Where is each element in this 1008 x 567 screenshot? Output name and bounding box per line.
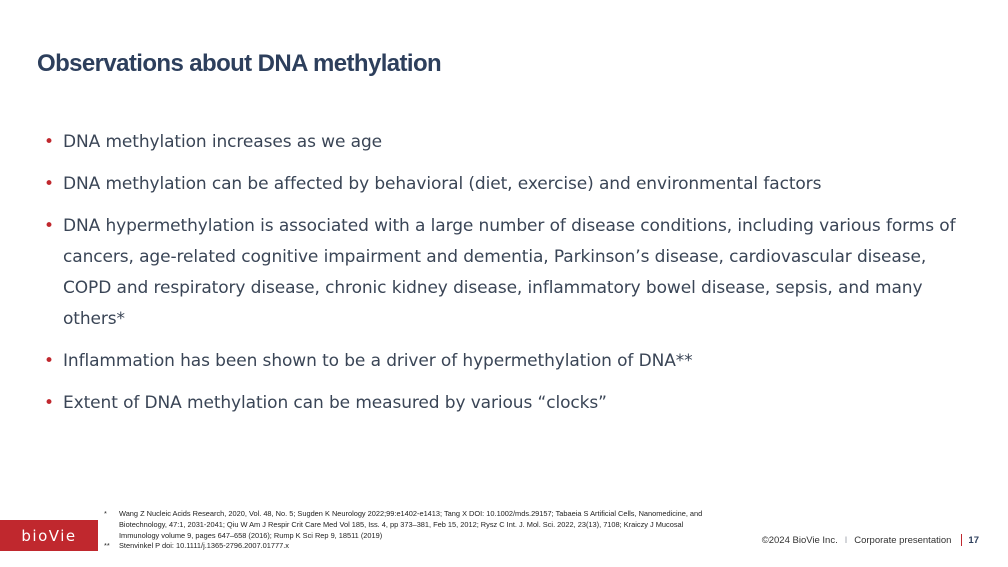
slide-title: Observations about DNA methylation <box>37 50 442 77</box>
bullet-dot-icon: • <box>44 393 54 413</box>
logo-wordmark: bioVie <box>21 526 77 545</box>
bullet-text: DNA methylation can be affected by behavioral (diet, exercise) and environmental factors <box>63 174 822 194</box>
footnote-mark: ** <box>104 541 110 551</box>
footnote-reference-secondary <box>104 541 704 552</box>
bullet-item <box>44 127 974 158</box>
bullet-dot-icon: • <box>44 132 54 152</box>
bullet-dot-icon: • <box>44 216 54 236</box>
bullet-item <box>44 169 974 200</box>
footnote-text: Wang Z Nucleic Acids Research, 2020, Vol. 48, No. 5; Sugden K Neurology 2022;99:e1402-e1413; Tang X DOI: 10.1002/mds.29157; Tabaeia S Artificial Cells, Nanomedicine, and Biotechnology, 47:1, 2031-2041; Qiu W Am J Respir Crit Care Med Vol 185, Iss. 4, pp 373–381, Feb 15, 2012; Rysz C Int. J. Mol. Sci. 2022, 23(13), 7108; Kraiczy J Mucosal Immunology volume 9, pages 647–658 (2016); Rump K Sci Rep 9, 18511 (2019) <box>119 509 703 540</box>
bullet-item <box>44 346 974 377</box>
footnote-references <box>104 509 704 541</box>
bullet-item <box>44 211 974 335</box>
bullet-text: Extent of DNA methylation can be measured by various “clocks” <box>63 393 607 413</box>
bullet-list <box>44 127 974 430</box>
bullet-dot-icon: • <box>44 351 54 371</box>
bullet-item <box>44 388 974 419</box>
page-number: 17 <box>968 534 979 546</box>
presentation-label: Corporate presentation <box>854 534 952 546</box>
copyright-text: ©2024 BioVie Inc. <box>761 534 838 546</box>
bullet-text: Inflammation has been shown to be a driver of hypermethylation of DNA** <box>63 351 693 371</box>
bullet-dot-icon: • <box>44 174 54 194</box>
footer-separator: I <box>844 535 848 545</box>
bullet-text: DNA methylation increases as we age <box>63 132 382 152</box>
footnote-text: Stenvinkel P doi: 10.1111/j.1365-2796.2007.01777.x <box>119 541 289 551</box>
company-logo <box>0 520 98 551</box>
bullet-text: DNA hypermethylation is associated with a large number of disease conditions, including various forms of cancers, age-related cognitive impairment and dementia, Parkinson’s disease, cardiovascular disease, COPD and respiratory disease, chronic kidney disease, inflammatory bowel disease, sepsis, and many others* <box>63 216 956 329</box>
page-divider <box>961 534 962 546</box>
slide-footer <box>762 534 979 546</box>
footnote-mark: * <box>104 509 107 518</box>
footnotes <box>104 509 704 552</box>
